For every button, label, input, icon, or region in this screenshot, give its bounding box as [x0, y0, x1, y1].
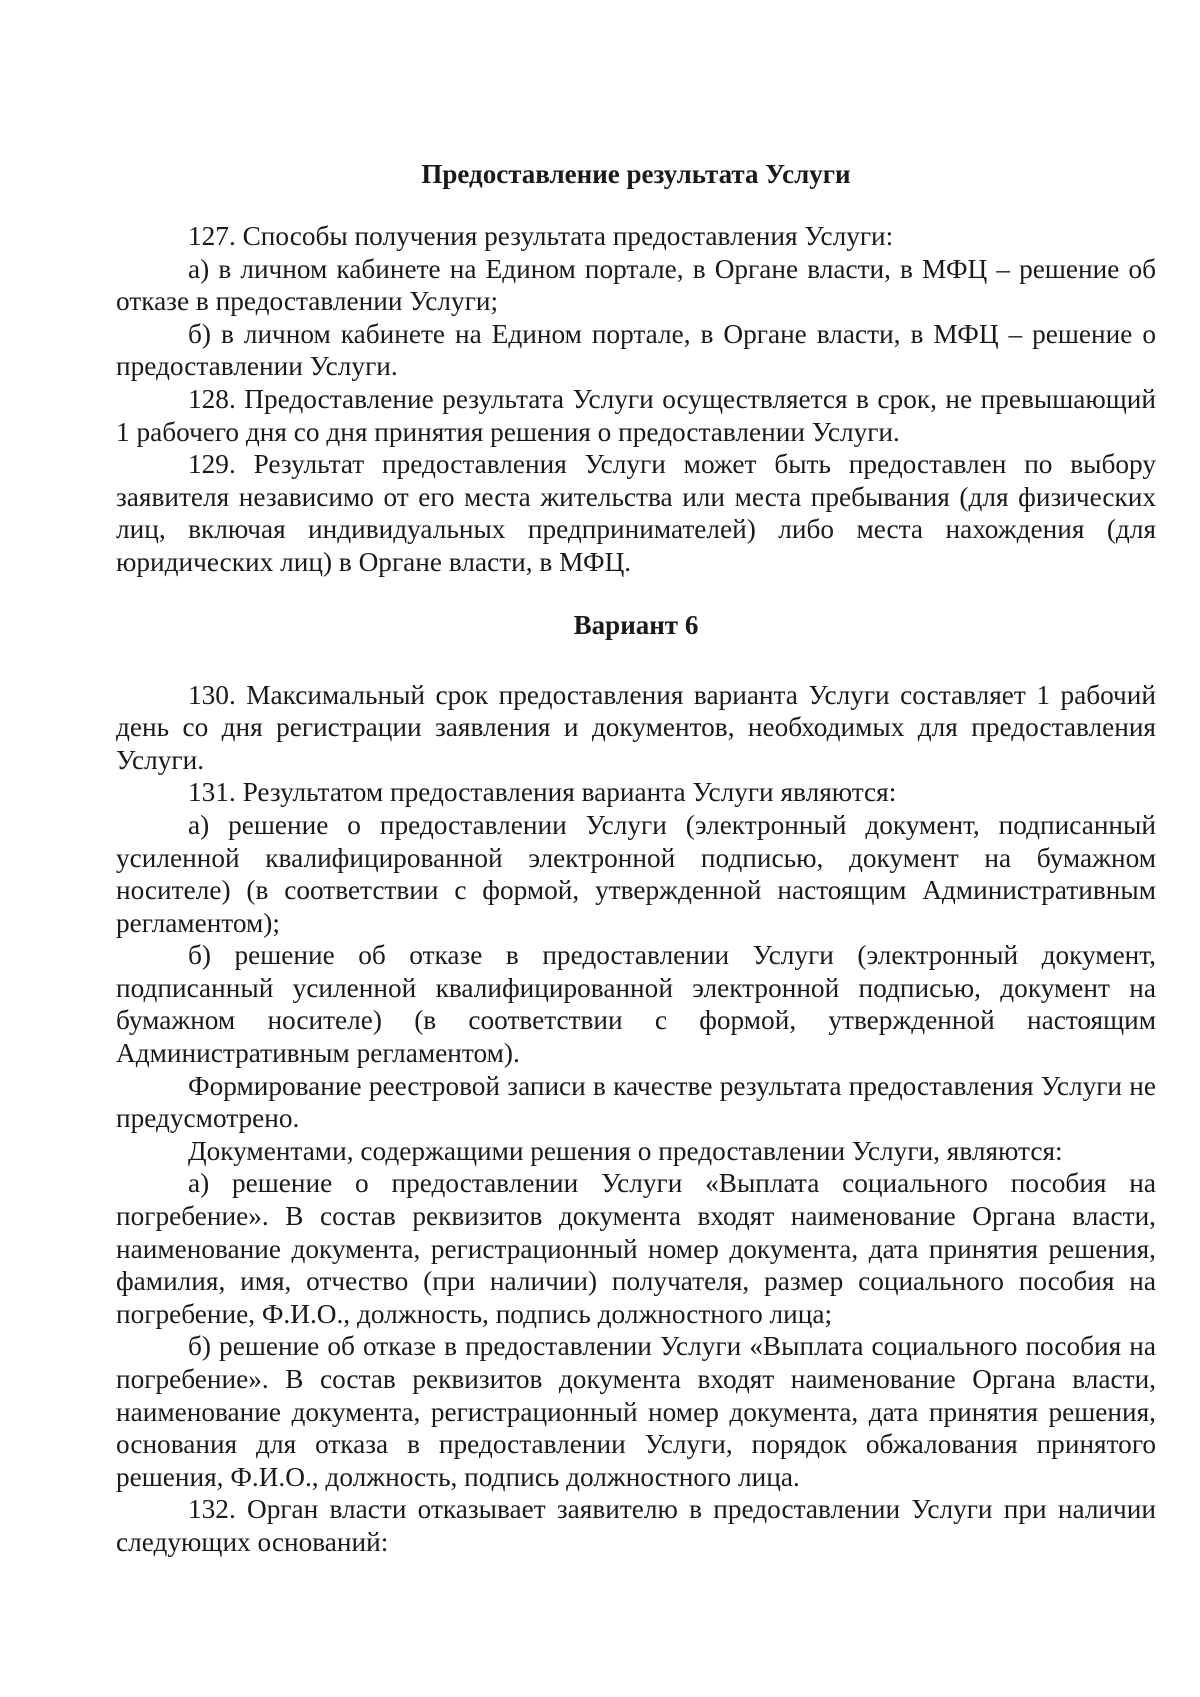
paragraph-documents-b: б) решение об отказе в предоставлении Услуги «Выплата социального пособия на погребение». В состав реквизитов документа входят наименование Органа власти, наименование документа, регистрационный номер документа, дата принятия решения, основания для отказа в предоставлении Услуги, порядок обжалования принятого решения, Ф.И.О., должность, подпись должностного лица. [116, 1331, 1156, 1492]
paragraph-132: 132. Орган власти отказывает заявителю в предоставлении Услуги при наличии следующих оснований: [116, 1494, 1156, 1557]
paragraph-registry-note: Формирование реестровой записи в качестве результата предоставления Услуги не предусмотрено. [116, 1070, 1156, 1134]
document-body [116, 158, 1156, 1559]
paragraph-127-b: б) в личном кабинете на Едином портале, в Органе власти, в МФЦ – решение о предоставлении Услуги. [116, 318, 1156, 382]
paragraph-129: 129. Результат предоставления Услуги может быть предоставлен по выбору заявителя независимо от его места жительства или места пребывания (для физических лиц, включая индивидуальных предпринимателей) либо места нахождения (для юридических лиц) в Органе власти, в МФЦ. [116, 449, 1156, 577]
paragraph-documents-a: а) решение о предоставлении Услуги «Выплата социального пособия на погребение». В состав реквизитов документа входят наименование Органа власти, наименование документа, регистрационный номер документа, дата принятия решения, фамилия, имя, отчество (при наличии) получателя, размер социального пособия на погребение, Ф.И.О., должность, подпись должностного лица; [116, 1168, 1156, 1329]
paragraph-documents-intro: Документами, содержащими решения о предоставлении Услуги, являются: [188, 1135, 1063, 1166]
paragraph-128: 128. Предоставление результата Услуги осуществляется в срок, не превышающий 1 рабочего дня со дня принятия решения о предоставлении Услуги. [116, 383, 1156, 447]
paragraph-131: 131. Результатом предоставления варианта Услуги являются: [188, 777, 897, 808]
section-heading-result: Предоставление результата Услуги [421, 159, 851, 189]
paragraph-131-a: а) решение о предоставлении Услуги (электронный документ, подписанный усиленной квалифицированной электронной подписью, документ на бумажном носителе) (в соответствии с формой, утвержденной настоящим Административным регламентом); [116, 809, 1156, 938]
paragraph-127: 127. Способы получения результата предоставления Услуги: [188, 221, 894, 251]
paragraph-130: 130. Максимальный срок предоставления варианта Услуги составляет 1 рабочий день со дня регистрации заявления и документов, необходимых для предоставления Услуги. [116, 679, 1156, 775]
paragraph-131-b: б) решение об отказе в предоставлении Услуги (электронный документ, подписанный усиленной квалифицированной электронной подписью, документ на бумажном носителе) (в соответствии с формой, утвержденной настоящим Административным регламентом). [116, 940, 1156, 1069]
paragraph-127-a: а) в личном кабинете на Едином портале, в Органе власти, в МФЦ – решение об отказе в предоставлении Услуги; [116, 253, 1156, 317]
section-heading-variant-6: Вариант 6 [573, 609, 699, 640]
